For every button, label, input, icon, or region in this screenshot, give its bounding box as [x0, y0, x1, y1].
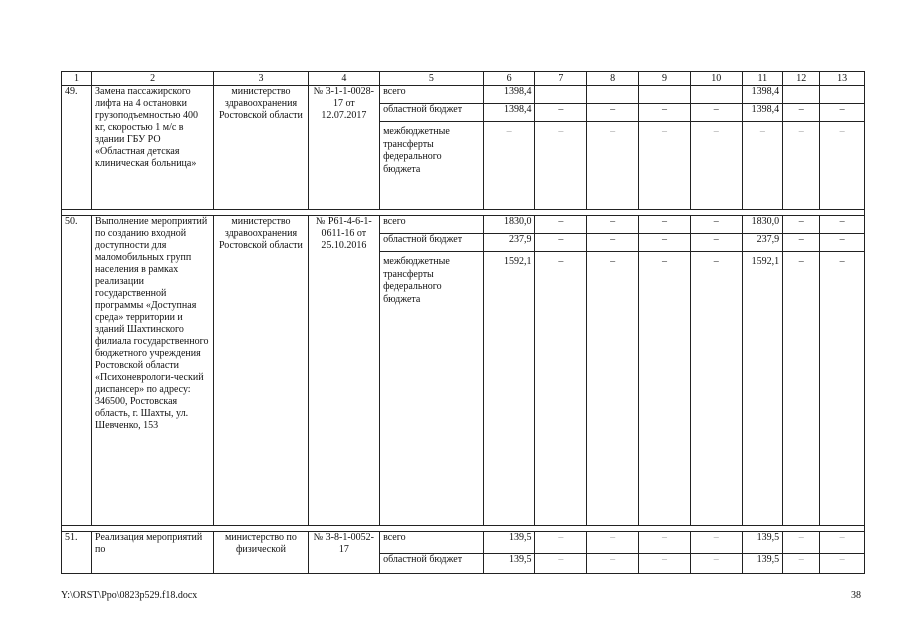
funding-source: областной бюджет — [380, 234, 484, 252]
object-name: Реализация мероприятий по — [92, 532, 214, 574]
header-cell: 9 — [639, 72, 691, 86]
value-cell: – — [535, 554, 587, 574]
value-cell: 1398,4 — [483, 104, 535, 122]
value-cell: – — [639, 104, 691, 122]
header-cell: 2 — [92, 72, 214, 86]
value-cell: – — [783, 104, 820, 122]
value-cell: – — [639, 532, 691, 554]
value-cell: – — [820, 532, 865, 554]
value-cell: – — [783, 252, 820, 526]
value-cell: – — [587, 104, 639, 122]
header-cell: 6 — [483, 72, 535, 86]
value-cell: – — [639, 216, 691, 234]
footer-file-path: Y:\ORST\Ppo\0823p529.f18.docx — [61, 590, 198, 601]
value-cell: – — [587, 122, 639, 210]
value-cell: – — [783, 532, 820, 554]
value-cell: – — [639, 234, 691, 252]
value-cell: 139,5 — [742, 532, 782, 554]
header-cell: 13 — [820, 72, 865, 86]
value-cell: – — [742, 122, 782, 210]
table-row — [62, 86, 865, 104]
value-cell: – — [690, 554, 742, 574]
header-cell: 11 — [742, 72, 782, 86]
header-cell: 7 — [535, 72, 587, 86]
header-cell: 3 — [214, 72, 308, 86]
row-index: 51. — [62, 532, 92, 574]
value-cell: – — [587, 216, 639, 234]
value-cell: – — [587, 234, 639, 252]
value-cell — [587, 86, 639, 104]
value-cell: – — [820, 104, 865, 122]
object-name: Замена пассажирского лифта на 4 остановки грузоподъемностью 400 кг, скоростью 1 м/с в здании ГБУ РО «Областная детская клиническая больница» — [92, 86, 214, 210]
value-cell: – — [587, 532, 639, 554]
value-cell — [690, 86, 742, 104]
funding-source: всего — [380, 532, 484, 554]
value-cell: – — [690, 532, 742, 554]
value-cell — [820, 86, 865, 104]
funding-source: межбюджетные трансферты федерального бюджета — [380, 252, 484, 526]
value-cell: 139,5 — [742, 554, 782, 574]
header-cell: 4 — [308, 72, 379, 86]
funding-source: областной бюджет — [380, 104, 484, 122]
funding-source: областной бюджет — [380, 554, 484, 574]
table-row — [62, 532, 865, 554]
value-cell — [535, 86, 587, 104]
value-cell: – — [690, 252, 742, 526]
value-cell: – — [639, 122, 691, 210]
value-cell: 1398,4 — [742, 104, 782, 122]
value-cell — [639, 86, 691, 104]
value-cell: – — [820, 554, 865, 574]
value-cell: 139,5 — [483, 532, 535, 554]
value-cell: – — [820, 216, 865, 234]
value-cell: – — [783, 234, 820, 252]
row-index: 49. — [62, 86, 92, 210]
value-cell: – — [535, 234, 587, 252]
value-cell: 1592,1 — [483, 252, 535, 526]
value-cell: – — [535, 532, 587, 554]
value-cell: – — [639, 554, 691, 574]
value-cell: – — [820, 252, 865, 526]
value-cell: – — [690, 234, 742, 252]
value-cell: 1830,0 — [742, 216, 782, 234]
header-row — [62, 72, 865, 86]
value-cell: 1592,1 — [742, 252, 782, 526]
value-cell: 237,9 — [483, 234, 535, 252]
document-number: № 3-1-1-0028-17 от 12.07.2017 — [308, 86, 379, 210]
object-name: Выполнение мероприятий по созданию входной доступности для маломобильных групп населения в рамках реализации государственной программы «Доступная среда» территории и зданий Шахтинского филиала государственного бюджетного учреждения Ростовской области «Психоневрологи-ческий диспансер» по адресу: 346500, Ростовская область, г. Шахты, ул. Шевченко, 153 — [92, 216, 214, 526]
ministry: министерство здравоохранения Ростовской области — [214, 216, 308, 526]
value-cell: 139,5 — [483, 554, 535, 574]
value-cell: – — [535, 122, 587, 210]
page-number: 38 — [851, 590, 861, 601]
value-cell: 1398,4 — [483, 86, 535, 104]
value-cell: – — [690, 216, 742, 234]
value-cell: – — [820, 234, 865, 252]
value-cell — [783, 86, 820, 104]
header-cell: 12 — [783, 72, 820, 86]
value-cell: – — [783, 554, 820, 574]
value-cell: 1830,0 — [483, 216, 535, 234]
document-number: № 3-8-1-0052-17 — [308, 532, 379, 574]
row-index: 50. — [62, 216, 92, 526]
funding-source: межбюджетные трансферты федерального бюджета — [380, 122, 484, 210]
value-cell: – — [587, 554, 639, 574]
ministry: министерство здравоохранения Ростовской области — [214, 86, 308, 210]
funding-source: всего — [380, 216, 484, 234]
header-cell: 10 — [690, 72, 742, 86]
value-cell: 1398,4 — [742, 86, 782, 104]
value-cell: – — [820, 122, 865, 210]
header-cell: 1 — [62, 72, 92, 86]
value-cell: – — [783, 122, 820, 210]
value-cell: 237,9 — [742, 234, 782, 252]
value-cell: – — [483, 122, 535, 210]
value-cell: – — [535, 104, 587, 122]
document-number: № Р61-4-6-1-0611-16 от 25.10.2016 — [308, 216, 379, 526]
value-cell: – — [690, 104, 742, 122]
funding-source: всего — [380, 86, 484, 104]
value-cell: – — [690, 122, 742, 210]
header-cell: 5 — [380, 72, 484, 86]
header-cell: 8 — [587, 72, 639, 86]
budget-table — [61, 71, 865, 574]
value-cell: – — [639, 252, 691, 526]
value-cell: – — [587, 252, 639, 526]
value-cell: – — [535, 252, 587, 526]
value-cell: – — [535, 216, 587, 234]
table-row — [62, 216, 865, 234]
value-cell: – — [783, 216, 820, 234]
ministry: министерство по физической — [214, 532, 308, 574]
